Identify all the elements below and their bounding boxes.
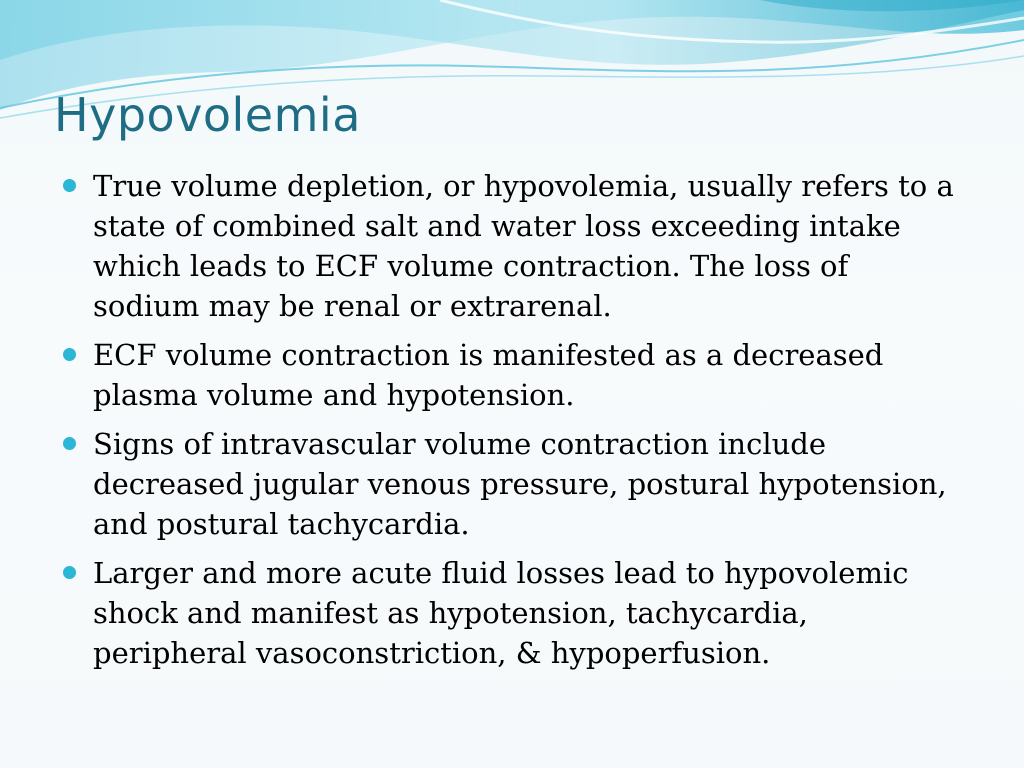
bullet-item: [62, 166, 962, 326]
bullet-list: [62, 166, 962, 682]
bullet-text: ECF volume contraction is manifested as a decreased plasma volume and hypotension.: [93, 338, 884, 412]
bullet-text: True volume depletion, or hypovolemia, usually refers to a state of combined salt and water loss exceeding intake which leads to ECF volume contraction. The loss of sodium may be renal or extrarenal.: [93, 169, 954, 323]
bullet-text: Larger and more acute fluid losses lead to hypovolemic shock and manifest as hypotension, tachycardia, peripheral vasoconstriction, & hypoperfusion.: [93, 556, 909, 670]
slide-title: Hypovolemia: [54, 88, 361, 142]
bullet-dot-icon: [63, 437, 76, 450]
bullet-dot-icon: [63, 179, 76, 192]
bullet-item: [62, 553, 962, 673]
bullet-text: Signs of intravascular volume contraction include decreased jugular venous pressure, postural hypotension, and postural tachycardia.: [93, 427, 947, 541]
bullet-dot-icon: [63, 348, 76, 361]
bullet-dot-icon: [63, 566, 76, 579]
bullet-item: [62, 424, 962, 544]
bullet-item: [62, 335, 962, 415]
